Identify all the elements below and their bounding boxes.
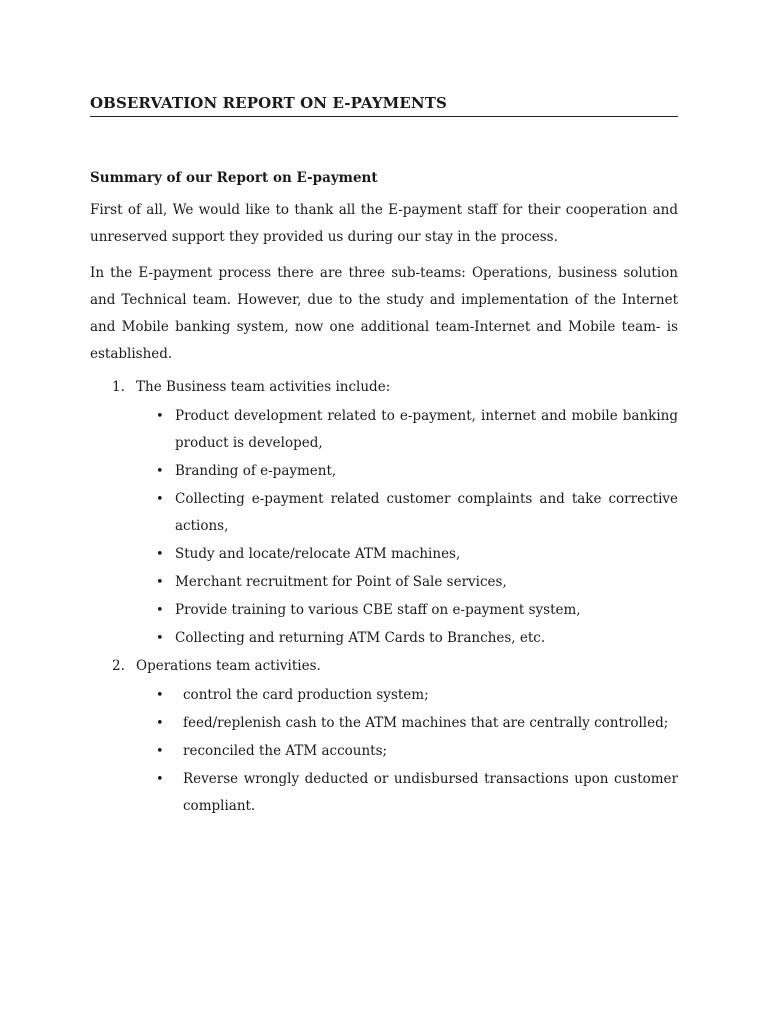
business-team-section [90, 374, 678, 652]
list-item-text: Provide training to various CBE staff on e-payment system, [175, 602, 581, 618]
list-item-text: control the card production system; [183, 687, 429, 703]
paragraph-sub-teams: In the E-payment process there are three sub-teams: Operations, business solution and Technical team. However, due to the study and implementation of the Internet and Mobile banking system, now one additional team-Internet and Mobile team- is established. [90, 265, 678, 362]
operations-team-section [90, 653, 678, 820]
team-activities-list [90, 374, 678, 820]
bullet-icon: • [156, 575, 164, 590]
bullet-icon: • [156, 716, 164, 731]
list-item [156, 541, 678, 568]
bullet-icon: • [156, 409, 164, 424]
bullet-icon: • [156, 744, 164, 759]
section-heading-line [90, 653, 678, 680]
bullet-icon: • [156, 492, 164, 507]
list-item-text: Merchant recruitment for Point of Sale services, [175, 574, 507, 590]
page-title: OBSERVATION REPORT ON E-PAYMENTS [90, 94, 678, 117]
list-item [156, 486, 678, 540]
list-item [156, 766, 678, 820]
section-heading-line [90, 374, 678, 401]
list-item [156, 569, 678, 596]
section-heading: Operations team activities. [136, 658, 321, 674]
list-item [156, 458, 678, 485]
list-item-text: Collecting and returning ATM Cards to Branches, etc. [175, 630, 546, 646]
bullet-icon: • [156, 688, 164, 703]
bullet-icon: • [156, 464, 164, 479]
operations-activities-list [90, 682, 678, 820]
list-item [156, 738, 678, 765]
list-item-text: feed/replenish cash to the ATM machines that are centrally controlled; [183, 715, 669, 731]
list-item-text: Reverse wrongly deducted or undisbursed transactions upon customer compliant. [183, 771, 678, 814]
list-item [156, 710, 678, 737]
business-activities-list [90, 403, 678, 652]
paragraph-thanks: First of all, We would like to thank all the E-payment staff for their cooperation and unreserved support they provided us during our stay in the process. [90, 202, 678, 245]
bullet-icon: • [156, 547, 164, 562]
bullet-icon: • [156, 603, 164, 618]
bullet-icon: • [156, 631, 164, 646]
list-item [156, 403, 678, 457]
list-item-text: Branding of e-payment, [175, 463, 337, 479]
list-item-text: Collecting e-payment related customer complaints and take corrective actions, [175, 491, 678, 534]
list-item-text: Study and locate/relocate ATM machines, [175, 546, 461, 562]
section-number: 2. [112, 658, 125, 674]
section-heading: The Business team activities include: [136, 379, 391, 395]
list-item-text: Product development related to e-payment, internet and mobile banking product is developed, [175, 408, 678, 451]
bullet-icon: • [156, 772, 164, 787]
list-item-text: reconciled the ATM accounts; [183, 743, 388, 759]
list-item [156, 682, 678, 709]
list-item [156, 625, 678, 652]
list-item [156, 597, 678, 624]
section-subtitle: Summary of our Report on E-payment [90, 170, 378, 186]
section-number: 1. [112, 379, 125, 395]
